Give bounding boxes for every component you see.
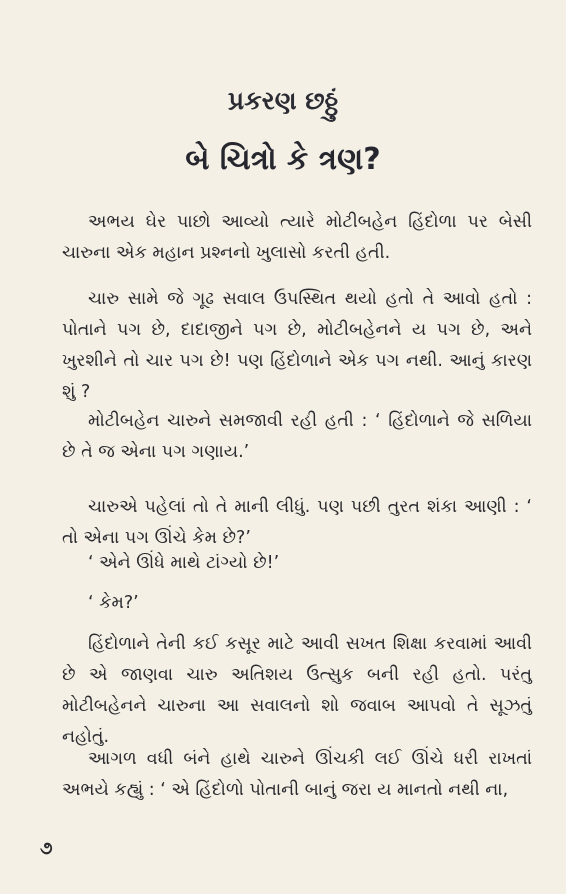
paragraph: આગળ વધી બંને હાથે ચારુને ઊંચકી લઈ ઊંચે ધરી રાખતાં અભયે કહ્યું : ‘ એ હિંદોળો પોતાની બાનું જરા ય માનતો નથી ના,	[62, 749, 532, 800]
paragraph: હિંદોળાને તેની કઈ કસૂર માટે આવી સખત શિક્ષા કરવામાં આવી છે એ જાણવા ચારુ અતિશય ઉત્સુક બની રહી હતો. પરંતુ મોટીબહેનને ચારુના આ સવાલનો શો જવાબ આપવો તે સૂઝતું નહોતું.	[62, 634, 532, 747]
page-number: ૭	[40, 838, 53, 859]
paragraph: મોટીબહેન ચારુને સમજાવી રહી હતી : ‘ હિંદોળાને જે સળિયા છે તે જ એના પગ ગણાય.’	[62, 411, 532, 462]
paragraph: ચારુ સામે જે ગૂઢ સવાલ ઉપસ્થિત થયો હતો તે આવો હતો : પોતાને પગ છે, દાદાજીને પગ છે, મોટીબહેનને ય પગ છે, અને ખુરશીને તો ચાર પગ છે! પણ હિંદોળાને એક પગ નથી. આનું કારણ શું ?	[62, 289, 532, 402]
chapter-title: બે ચિત્રો કે ત્રણ?	[185, 142, 381, 177]
chapter-label: પ્રકરણ છઠ્ઠું	[227, 86, 339, 115]
paragraph: અભય ઘેર પાછો આવ્યો ત્યારે મોટીબહેન હિંદોળા પર બેસી ચારુના એક મહાન પ્રશ્નનો ખુલાસો કરતી હતી.	[62, 212, 532, 263]
paragraph: ચારુએ પહેલાં તો તે માની લીધું. પણ પછી તુરત શંકા આણી : ‘ તો એના પગ ઊંચે કેમ છે?’	[62, 497, 532, 548]
paragraph: ‘ એને ઊંધે માથે ટાંગ્યો છે!’	[88, 553, 280, 573]
paragraph: ‘ કેમ?’	[88, 593, 139, 613]
